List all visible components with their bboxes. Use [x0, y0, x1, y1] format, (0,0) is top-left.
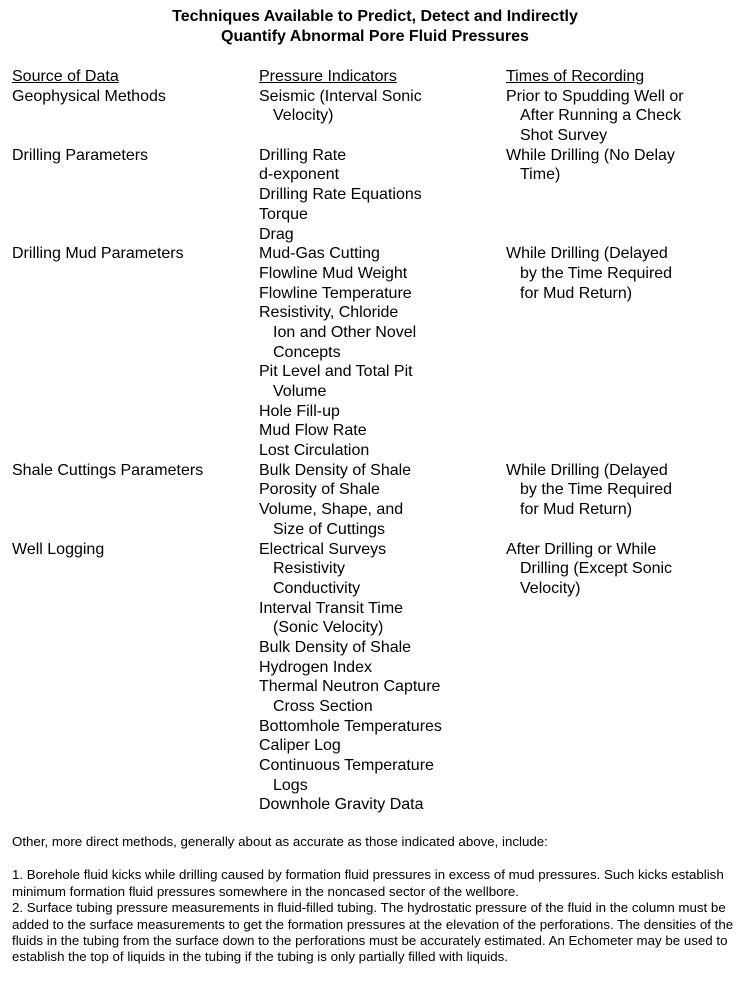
spacer [506, 441, 746, 461]
spacer [12, 638, 252, 658]
indicator-line: d-exponent [259, 166, 340, 184]
indicator-line: Drilling Rate Equations [259, 186, 422, 204]
spacer [506, 795, 746, 815]
indicator-line: Velocity) [273, 107, 334, 125]
note-item-2: 2. Surface tubing pressure measurements in fluid-filled tubing. The hydrostatic pressure of the fluid in the column must be added to the surface measurements to get the formation pressures at the elevation of the perforations. The densities of the fluids in the tubing from the surface down to the perforations must be accurately estimated. An Echometer may be used to establish the top of liquids in the tubing if the tubing is only partially filled with liquids. [12, 900, 734, 965]
spacer [12, 500, 252, 520]
notes-section [12, 834, 742, 966]
spacer [12, 441, 252, 461]
indicator-line: Bulk Density of Shale [259, 461, 412, 479]
indicator-line: Mud Flow Rate [259, 422, 367, 440]
indicator-line: Interval Transit Time [259, 599, 404, 617]
spacer [12, 205, 252, 225]
spacer [506, 421, 746, 441]
indicator-line: Volume [273, 383, 327, 400]
spacer [506, 658, 746, 678]
indicator-line: Cross Section [273, 698, 373, 715]
time-line: for Mud Return) [520, 501, 633, 519]
spacer [506, 402, 746, 422]
indicator-line: Seismic (Interval Sonic [259, 87, 422, 105]
spacer [506, 362, 746, 382]
time-line: Prior to Spudding Well or [506, 87, 684, 105]
indicator-line: Logs [273, 776, 308, 794]
indicator-line: Downhole Gravity Data [259, 796, 424, 814]
indicator-line: Resistivity [273, 560, 346, 578]
time-line: After Running a Check [520, 107, 681, 125]
spacer [506, 323, 746, 343]
spacer [506, 618, 746, 638]
indicator-line: Caliper Log [259, 737, 341, 755]
indicator-line: Lost Circulation [259, 442, 370, 460]
time-line: by the Time Required [520, 481, 673, 499]
time-line: After Drilling or While [506, 540, 657, 558]
spacer [12, 697, 252, 717]
source-of-data-column [12, 67, 252, 815]
note-item-1: 1. Borehole fluid kicks while drilling caused by formation fluid pressures in excess of mud pressures. Such kicks establish minimum formation fluid pressures somewhere in the noncased sector of the wellbore. [12, 867, 724, 899]
spacer [506, 638, 746, 658]
spacer [12, 599, 252, 619]
indicator-line: Porosity of Shale [259, 481, 380, 499]
spacer [506, 697, 746, 717]
spacer [12, 559, 252, 579]
title-line-2: Quantify Abnormal Pore Fluid Pressures [221, 28, 529, 45]
indicator-line: Drag [259, 225, 294, 243]
indicator-line: Conductivity [273, 579, 361, 597]
spacer [12, 480, 252, 500]
spacer [12, 795, 252, 815]
spacer [12, 736, 252, 756]
indicator-line: Concepts [273, 343, 341, 361]
spacer [12, 185, 252, 205]
source-of-data-header: Source of Data [12, 68, 119, 85]
spacer [506, 776, 746, 796]
spacer [12, 323, 252, 343]
spacer [12, 756, 252, 776]
spacer [506, 599, 746, 619]
indicator-line: Torque [259, 205, 308, 223]
time-line: by the Time Required [520, 264, 673, 282]
spacer [506, 677, 746, 697]
indicator-line: Thermal Neutron Capture [259, 678, 441, 696]
notes-intro: Other, more direct methods, generally about as accurate as those indicated above, include: [12, 834, 548, 849]
spacer [12, 579, 252, 599]
time-line: While Drilling (Delayed [506, 461, 668, 479]
time-line: for Mud Return) [520, 284, 633, 302]
spacer [506, 205, 746, 225]
times-of-recording-header: Times of Recording [506, 68, 645, 85]
spacer [506, 736, 746, 756]
time-line: Velocity) [520, 579, 581, 597]
indicator-line: Mud-Gas Cutting [259, 245, 380, 263]
spacer [506, 756, 746, 776]
indicator-line: (Sonic Velocity) [273, 619, 384, 637]
spacer [12, 165, 252, 185]
spacer [506, 343, 746, 363]
spacer [259, 126, 499, 146]
source-cell: Geophysical Methods [12, 87, 166, 105]
spacer [12, 303, 252, 323]
spacer [506, 225, 746, 245]
indicator-line: Bulk Density of Shale [259, 638, 412, 656]
spacer [12, 382, 252, 402]
spacer [12, 402, 252, 422]
time-line: While Drilling (Delayed [506, 245, 668, 263]
source-cell: Well Logging [12, 540, 105, 558]
time-line: Drilling (Except Sonic [520, 560, 673, 578]
indicator-line: Hole Fill-up [259, 402, 340, 420]
spacer [12, 677, 252, 697]
spacer [12, 362, 252, 382]
indicator-line: Volume, Shape, and [259, 501, 404, 519]
pressure-indicators-header: Pressure Indicators [259, 68, 397, 85]
indicator-line: Pit Level and Total Pit [259, 363, 413, 381]
spacer [506, 520, 746, 540]
indicator-line: Electrical Surveys [259, 540, 387, 558]
source-cell: Shale Cuttings Parameters [12, 461, 204, 479]
title-line-1: Techniques Available to Predict, Detect and Indirectly [172, 8, 578, 25]
spacer [12, 106, 252, 126]
spacer [506, 382, 746, 402]
source-cell: Drilling Mud Parameters [12, 245, 184, 263]
time-line: While Drilling (No Delay [506, 146, 675, 164]
time-line: Shot Survey [520, 127, 608, 145]
document-title [0, 7, 750, 47]
spacer [12, 776, 252, 796]
spacer [12, 618, 252, 638]
times-of-recording-column [506, 67, 746, 815]
indicator-line: Continuous Temperature [259, 757, 434, 775]
indicator-line: Drilling Rate [259, 146, 347, 164]
indicator-line: Flowline Mud Weight [259, 264, 408, 282]
spacer [12, 284, 252, 304]
spacer [506, 303, 746, 323]
indicator-line: Hydrogen Index [259, 658, 372, 676]
source-cell: Drilling Parameters [12, 146, 149, 164]
indicator-line: Size of Cuttings [273, 520, 386, 538]
spacer [12, 343, 252, 363]
time-line: Time) [520, 166, 561, 184]
spacer [12, 264, 252, 284]
indicator-line: Bottomhole Temperatures [259, 717, 442, 735]
pressure-indicators-column [259, 67, 499, 815]
indicator-line: Resistivity, Chloride [259, 304, 399, 322]
indicator-line: Flowline Temperature [259, 284, 412, 302]
spacer [12, 225, 252, 245]
indicator-line: Ion and Other Novel [273, 323, 417, 341]
spacer [506, 717, 746, 737]
spacer [12, 717, 252, 737]
spacer [12, 421, 252, 441]
spacer [12, 520, 252, 540]
spacer [12, 658, 252, 678]
spacer [506, 185, 746, 205]
spacer [12, 126, 252, 146]
